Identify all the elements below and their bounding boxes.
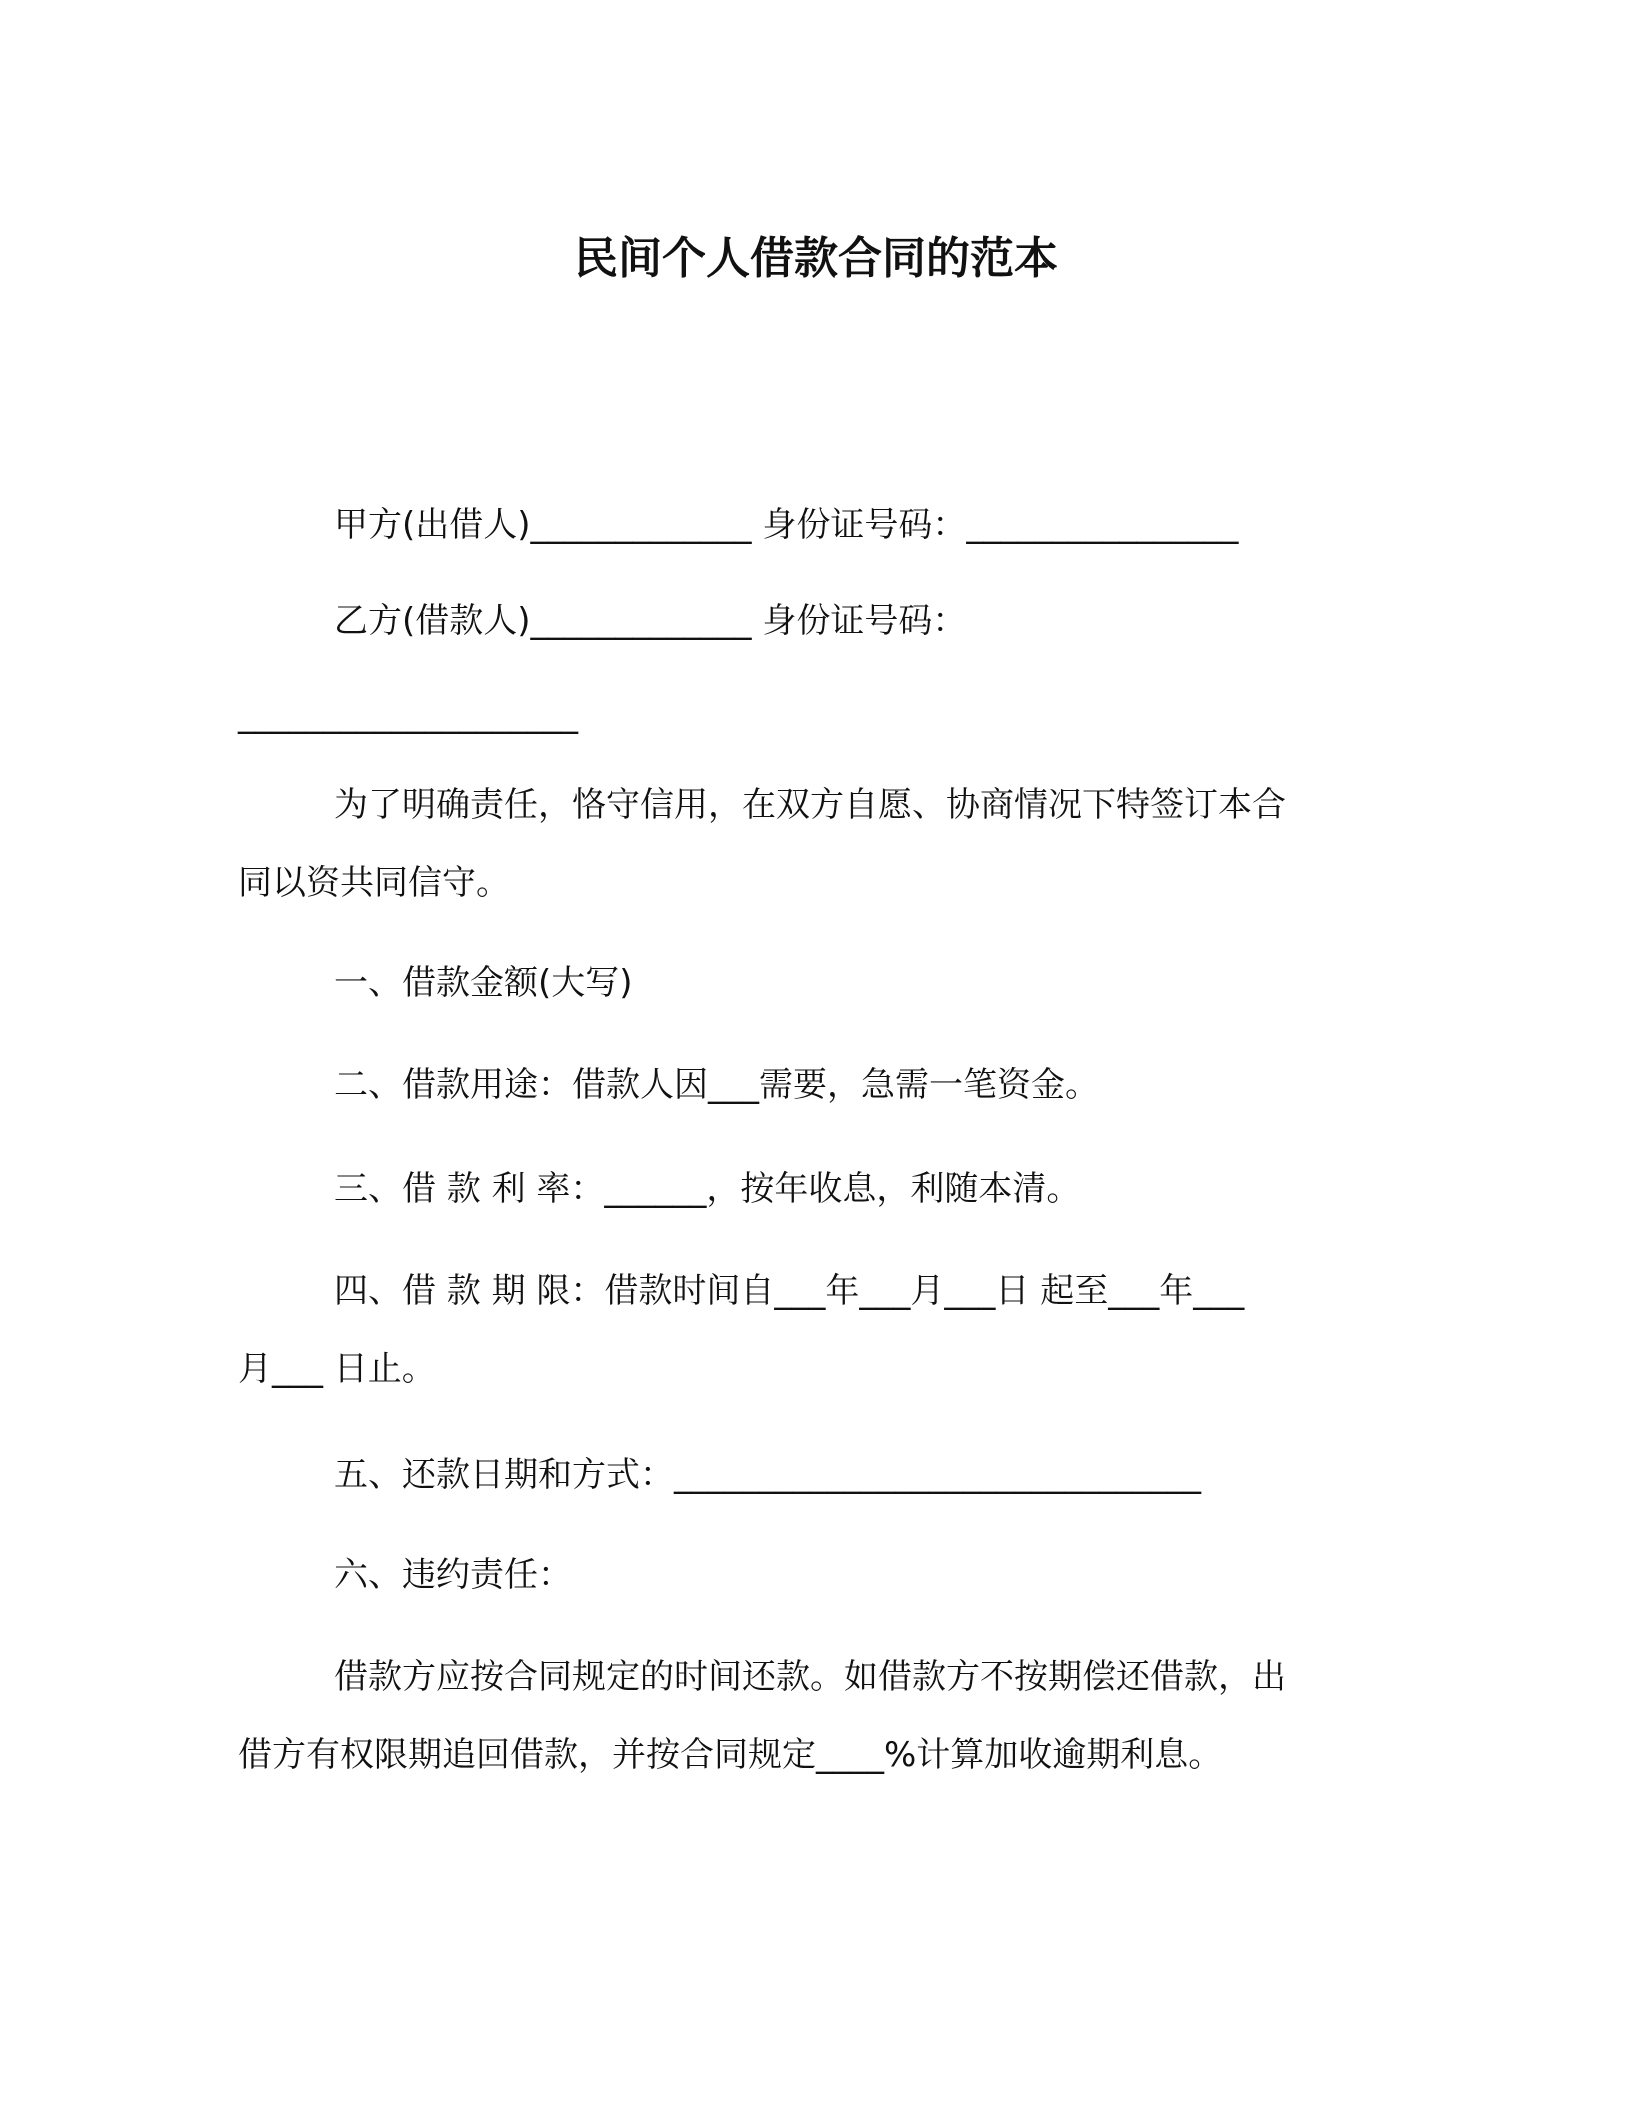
intro-paragraph-line-2: 同以资共同信守。 [238, 863, 510, 903]
clause-4-loan-term-line-2: 月___ 日止。 [238, 1349, 436, 1389]
clause-1-loan-amount: 一、借款金额(大写) [334, 963, 633, 1003]
party-b-id-blank: ____________________ [238, 695, 578, 735]
document-title: 民间个人借款合同的范本 [574, 233, 1058, 284]
breach-paragraph-line-2: 借方有权限期追回借款，并按合同规定____%计算加收逾期利息。 [238, 1735, 1223, 1775]
party-b-line: 乙方(借款人)_____________ 身份证号码： [334, 601, 967, 641]
party-a-line: 甲方(出借人)_____________ 身份证号码：________________ [334, 505, 1239, 545]
clause-6-breach-heading: 六、违约责任： [334, 1555, 572, 1595]
breach-paragraph-line-1: 借款方应按合同规定的时间还款。如借款方不按期偿还借款，出 [334, 1657, 1286, 1697]
clause-4-loan-term-line-1: 四、借 款 期 限：借款时间自___年___月___日 起至___年___ [334, 1271, 1245, 1311]
intro-paragraph-line-1: 为了明确责任，恪守信用，在双方自愿、协商情况下特签订本合 [334, 785, 1286, 825]
clause-2-loan-purpose: 二、借款用途：借款人因___需要，急需一笔资金。 [334, 1065, 1099, 1105]
clause-3-interest-rate: 三、借 款 利 率：______，按年收息，利随本清。 [334, 1169, 1081, 1209]
clause-5-repayment: 五、还款日期和方式：_______________________________ [334, 1455, 1201, 1495]
